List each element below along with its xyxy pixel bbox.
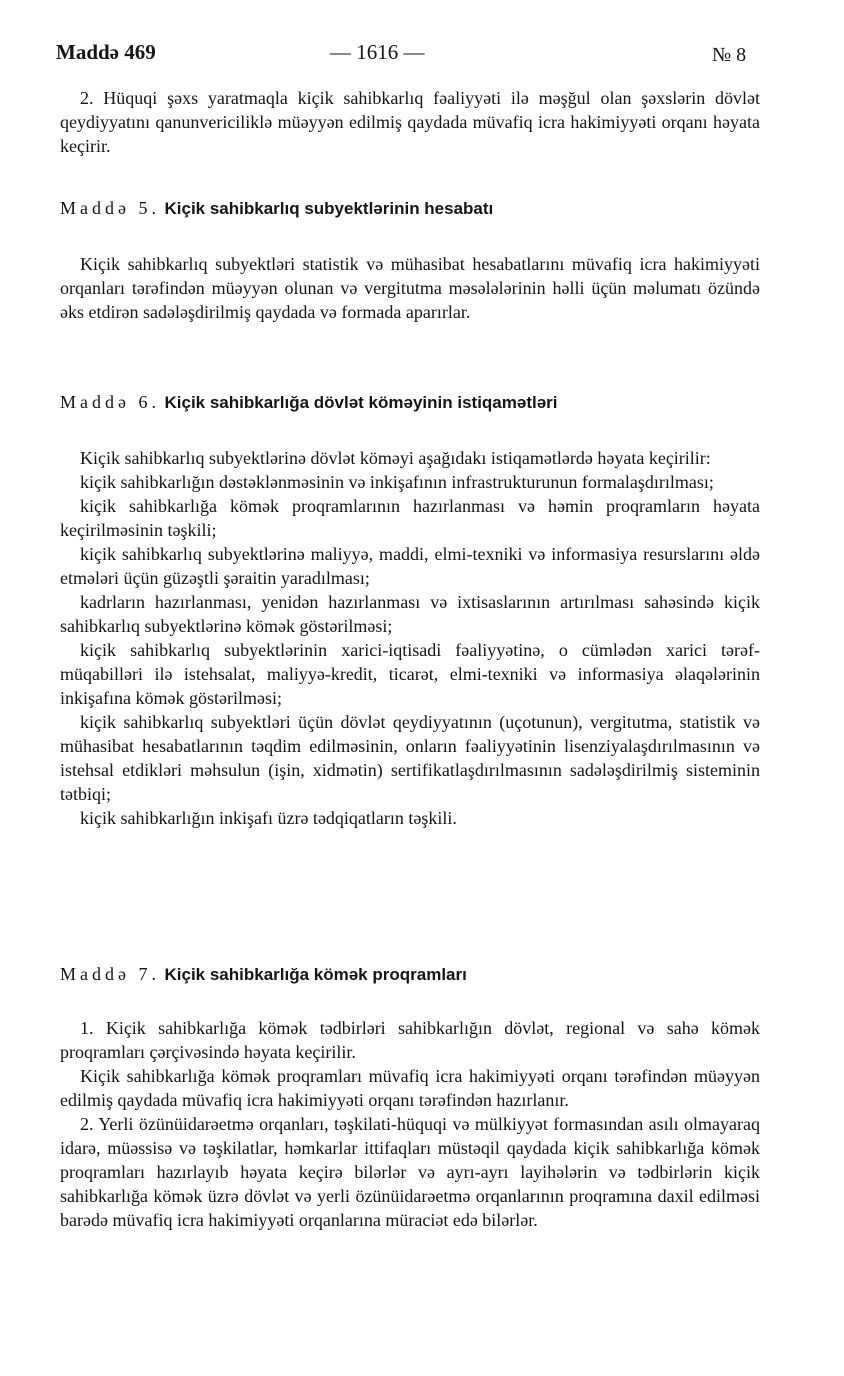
article-6-label: Maddə 6. (60, 392, 160, 412)
article-5-body (60, 252, 760, 324)
article-6-title: Kiçik sahibkarlığa dövlət köməyinin istiqamətləri (164, 393, 558, 412)
intro-section (60, 86, 760, 158)
article-6-paragraph: kiçik sahibkarlığın inkişafı üzrə tədqiqatların təşkili. (80, 808, 457, 828)
article-7-title: Kiçik sahibkarlığa kömək proqramları (164, 965, 467, 984)
article-7 (60, 962, 760, 987)
article-6-body (60, 446, 760, 830)
article-7-paragraph: 2. Yerli özünüidarəetmə orqanları, təşkilati-hüquqi və mülkiyyət formasından asılı olmayaraq idarə, müəssisə və təşkilatlar, həmkarlar ittifaqları müstəqil qaydada kiçik sahibkarlığa kömək proqramları hazırlayıb həyata keçirə bilərlər və ayrı-ayrı layihələrin və tədbirlərin kiçik sahibkarlığa kömək üzrə dövlət və yerli özünüidarəetmə orqanlarının proqramına daxil edilməsi barədə müvafiq icra hakimiyyəti orqanlarına müraciət edə bilərlər. (60, 1114, 760, 1230)
page-header (0, 38, 844, 78)
article-6-paragraph: kiçik sahibkarlıq subyektləri üçün dövlət qeydiyyatının (uçotunun), vergitutma, statistik və mühasibat hesabatlarının təqdim edilməsinin, onların fəaliyyətinin lisenziyalaşdırılmasının və istehsal etdikləri məhsulun (işin, xidmətin) sertifikatlaşdırılmasının sadələşdirilmiş sisteminin tətbiqi; (60, 712, 760, 804)
article-6-paragraph: kadrların hazırlanması, yenidən hazırlanması və ixtisaslarının artırılması sahəsində kiçik sahibkarlıq subyektlərinə kömək göstərilməsi; (60, 592, 760, 636)
article-7-paragraph: Kiçik sahibkarlığa kömək proqramları müvafiq icra hakimiyyəti orqanı tərəfindən müəyyən edilmiş qaydada müvafiq icra hakimiyyəti orqanı tərəfindən hazırlanır. (60, 1066, 760, 1110)
article-6-paragraph: kiçik sahibkarlığa kömək proqramlarının hazırlanması və həmin proqramların həyata keçirilməsinin təşkili; (60, 496, 760, 540)
article-5-label: Maddə 5. (60, 198, 160, 218)
article-6-paragraph: kiçik sahibkarlığın dəstəklənməsinin və inkişafının infrastrukturunun formalaşdırılması; (80, 472, 714, 492)
header-article: Maddə 469 (56, 40, 156, 64)
article-7-paragraph: 1. Kiçik sahibkarlığa kömək tədbirləri sahibkarlığın dövlət, regional və sahə kömək proqramları çərçivəsində həyata keçirilir. (60, 1018, 760, 1062)
article-6-paragraph: kiçik sahibkarlıq subyektlərinin xarici-iqtisadi fəaliyyətinə, o cümlədən xarici tərəf-müqabilləri ilə istehsalat, maliyyə-kredit, ticarət, elmi-texniki və informasiya əlaqələrinin inkişafına kömək göstərilməsi; (60, 640, 760, 708)
article-7-label: Maddə 7. (60, 964, 160, 984)
header-page-number: — 1616 — (330, 40, 425, 64)
article-6-heading (60, 390, 760, 415)
article-5-paragraph: Kiçik sahibkarlıq subyektləri statistik və mühasibat hesabatlarını müvafiq icra hakimiyyəti orqanları tərəfindən müəyyən olunan və vergitutma məsələlərinin həlli üçün məlumatı özündə əks etdirən sadələşdirilmiş qaydada və formada aparırlar. (60, 254, 760, 322)
article-5-title: Kiçik sahibkarlıq subyektlərinin hesabatı (164, 199, 494, 218)
article-7-body (60, 1016, 760, 1232)
article-6-paragraph: kiçik sahibkarlıq subyektlərinə maliyyə, maddi, elmi-texniki və informasiya resurslarını əldə etmələri üçün güzəştli şəraitin yaradılması; (60, 544, 760, 588)
article-5 (60, 196, 760, 221)
article-6-paragraph: Kiçik sahibkarlıq subyektlərinə dövlət köməyi aşağıdakı istiqamətlərdə həyata keçirilir: (80, 448, 711, 468)
article-7-heading (60, 962, 760, 987)
article-5-heading (60, 196, 760, 221)
article-6 (60, 390, 760, 415)
intro-paragraph: 2. Hüquqi şəxs yaratmaqla kiçik sahibkarlıq fəaliyyəti ilə məşğul olan şəxslərin dövlət qeydiyyatını qanunvericiliklə müəyyən edilmiş qaydada müvafiq icra hakimiyyəti orqanı həyata keçirir. (60, 88, 760, 156)
header-issue-number: № 8 (712, 44, 747, 66)
